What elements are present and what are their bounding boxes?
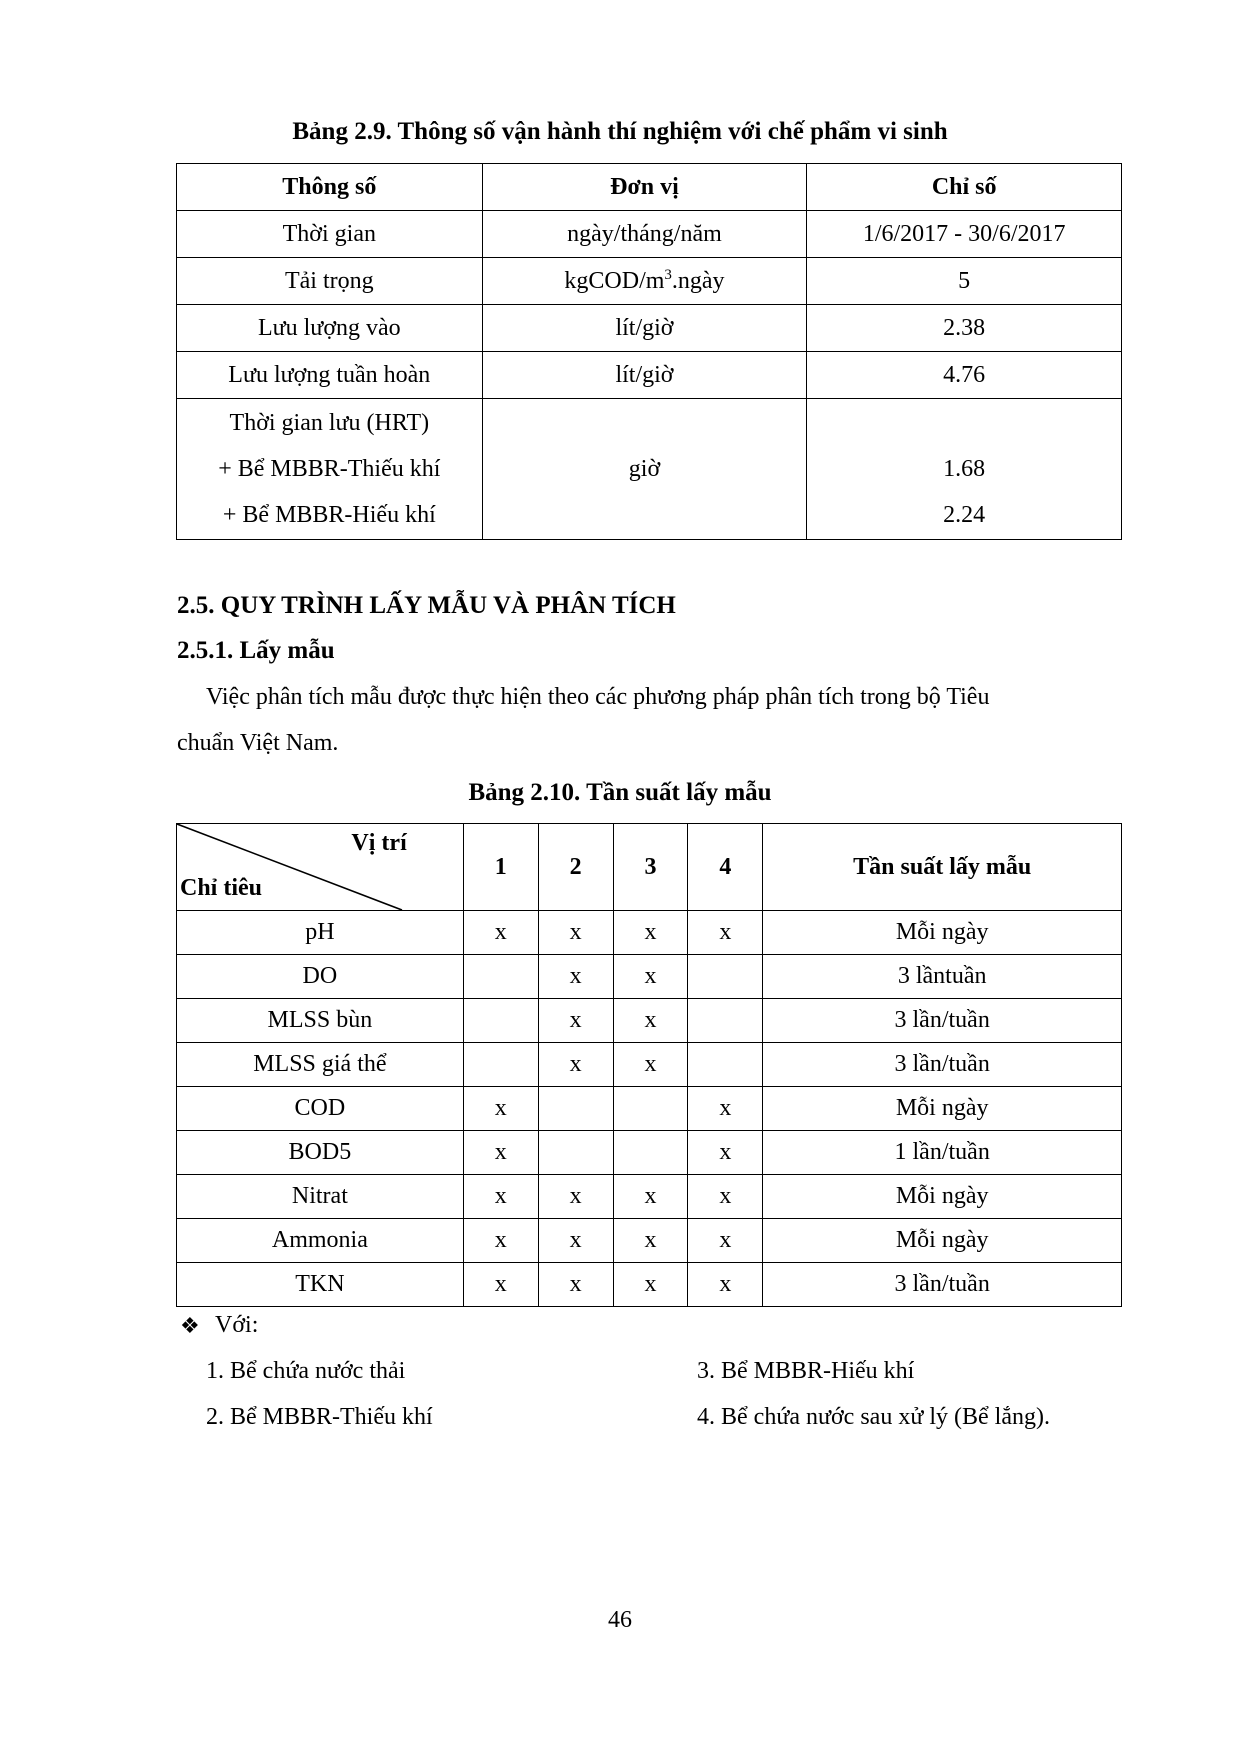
paragraph-line: chuẩn Việt Nam. [177, 730, 339, 756]
bullet-icon: ❖ [180, 1313, 200, 1338]
table-row [177, 911, 1122, 955]
indicator-name: TKN [177, 1263, 464, 1307]
cell-param: Lưu lượng vào [177, 305, 483, 352]
table-row [177, 1175, 1122, 1219]
table-row [177, 1131, 1122, 1175]
sample-mark: x [538, 955, 613, 999]
sample-mark: x [463, 1131, 538, 1175]
unit-base: kgCOD/m [564, 268, 665, 294]
indicator-name: DO [177, 955, 464, 999]
cell-value: 4.76 [807, 352, 1122, 399]
cell-value: 1/6/2017 - 30/6/2017 [807, 211, 1122, 258]
sample-mark: x [538, 1175, 613, 1219]
cell-param: Thời gian [177, 211, 483, 258]
cell-unit: lít/giờ [482, 352, 807, 399]
cell-unit [482, 258, 807, 305]
sample-mark: x [688, 1219, 763, 1263]
sample-mark: x [688, 911, 763, 955]
table-row [177, 999, 1122, 1043]
sample-mark: x [688, 1131, 763, 1175]
sample-mark: x [538, 1043, 613, 1087]
sample-frequency: Mỗi ngày [763, 1087, 1122, 1131]
position-header: 4 [688, 824, 763, 911]
sample-frequency: Mỗi ngày [763, 911, 1122, 955]
sample-mark: x [463, 1087, 538, 1131]
hrt-value [807, 400, 1121, 446]
sample-mark [688, 955, 763, 999]
sample-mark [688, 999, 763, 1043]
indicator-name: pH [177, 911, 464, 955]
indicator-label: Chỉ tiêu [180, 875, 263, 901]
cell-unit: ngày/tháng/năm [482, 211, 807, 258]
indicator-name: BOD5 [177, 1131, 464, 1175]
sample-mark: x [613, 1175, 688, 1219]
hrt-line: Thời gian lưu (HRT) [229, 410, 430, 436]
header-value: Chỉ số [807, 164, 1122, 211]
sample-mark [538, 1131, 613, 1175]
table1-caption: Bảng 2.9. Thông số vận hành thí nghiệm với chế phẩm vi sinh [292, 118, 948, 145]
sample-mark: x [613, 1263, 688, 1307]
page-number: 46 [608, 1607, 632, 1633]
sample-mark: x [538, 1263, 613, 1307]
sample-frequency: 3 lần/tuần [763, 999, 1122, 1043]
sample-mark: x [538, 999, 613, 1043]
hrt-value: 1.68 [943, 456, 986, 482]
position-header: 2 [538, 824, 613, 911]
hrt-param-cell [177, 399, 483, 540]
sample-mark: x [463, 911, 538, 955]
table2-caption: Bảng 2.10. Tần suất lấy mẫu [468, 779, 772, 806]
cell-param: Tải trọng [177, 258, 483, 305]
sample-frequency: 3 lần/tuần [763, 1263, 1122, 1307]
sample-mark: x [613, 999, 688, 1043]
hrt-line: + Bể MBBR-Hiếu khí [222, 502, 436, 528]
table-row [177, 1263, 1122, 1307]
header-unit: Đơn vị [482, 164, 807, 211]
sample-mark: x [538, 911, 613, 955]
note-item: 3. Bể MBBR-Hiếu khí [697, 1358, 915, 1384]
hrt-unit-cell: giờ [482, 399, 807, 540]
sample-mark: x [613, 955, 688, 999]
sample-mark: x [463, 1263, 538, 1307]
sample-mark: x [538, 1219, 613, 1263]
sample-mark: x [463, 1219, 538, 1263]
sample-mark: x [688, 1087, 763, 1131]
sample-frequency: 3 lầntuần [763, 955, 1122, 999]
sample-mark: x [688, 1175, 763, 1219]
note-item: 1. Bể chứa nước thải [206, 1358, 406, 1384]
indicator-name: MLSS bùn [177, 999, 464, 1043]
sample-mark: x [613, 1219, 688, 1263]
indicator-name: MLSS giá thể [177, 1043, 464, 1087]
cell-unit: lít/giờ [482, 305, 807, 352]
table-row [177, 1087, 1122, 1131]
operating-parameters-table [176, 163, 1122, 540]
indicator-name: Ammonia [177, 1219, 464, 1263]
sample-mark [463, 1043, 538, 1087]
header-parameter: Thông số [177, 164, 483, 211]
section-heading: 2.5. QUY TRÌNH LẤY MẪU VÀ PHÂN TÍCH [177, 592, 676, 619]
position-header: 1 [463, 824, 538, 911]
indicator-name: COD [177, 1087, 464, 1131]
cell-param: Lưu lượng tuần hoàn [177, 352, 483, 399]
hrt-value-cell [807, 399, 1122, 540]
position-label: Vị trí [351, 830, 407, 856]
sample-mark [613, 1087, 688, 1131]
sampling-rows [177, 911, 1122, 1307]
note-item: 4. Bể chứa nước sau xử lý (Bể lắng). [697, 1404, 1050, 1430]
sample-mark [463, 955, 538, 999]
sample-mark: x [613, 911, 688, 955]
cell-value: 2.38 [807, 305, 1122, 352]
paragraph-line: Việc phân tích mẫu được thực hiện theo các phương pháp phân tích trong bộ Tiêu [206, 684, 990, 710]
note-item: 2. Bể MBBR-Thiếu khí [206, 1404, 433, 1430]
sample-mark [463, 999, 538, 1043]
subsection-heading: 2.5.1. Lấy mẫu [177, 637, 335, 664]
sampling-frequency-table [176, 823, 1122, 1307]
table-row [177, 1043, 1122, 1087]
sample-mark [538, 1087, 613, 1131]
unit-superscript: 3 [664, 267, 672, 283]
sample-mark [613, 1131, 688, 1175]
indicator-name: Nitrat [177, 1175, 464, 1219]
table-row [177, 1219, 1122, 1263]
diagonal-header-cell [177, 824, 464, 911]
position-header: 3 [613, 824, 688, 911]
sample-frequency: Mỗi ngày [763, 1219, 1122, 1263]
table-row [177, 955, 1122, 999]
sample-frequency: 3 lần/tuần [763, 1043, 1122, 1087]
sample-mark: x [613, 1043, 688, 1087]
frequency-header: Tần suất lấy mẫu [763, 824, 1122, 911]
notes-intro: Với: [215, 1312, 259, 1338]
cell-value: 5 [807, 258, 1122, 305]
sample-frequency: Mỗi ngày [763, 1175, 1122, 1219]
hrt-line: + Bể MBBR-Thiếu khí [218, 456, 441, 482]
sample-mark: x [688, 1263, 763, 1307]
unit-tail: .ngày [671, 268, 725, 294]
sample-mark: x [463, 1175, 538, 1219]
sample-frequency: 1 lần/tuần [763, 1131, 1122, 1175]
sample-mark [688, 1043, 763, 1087]
hrt-value: 2.24 [943, 502, 986, 528]
